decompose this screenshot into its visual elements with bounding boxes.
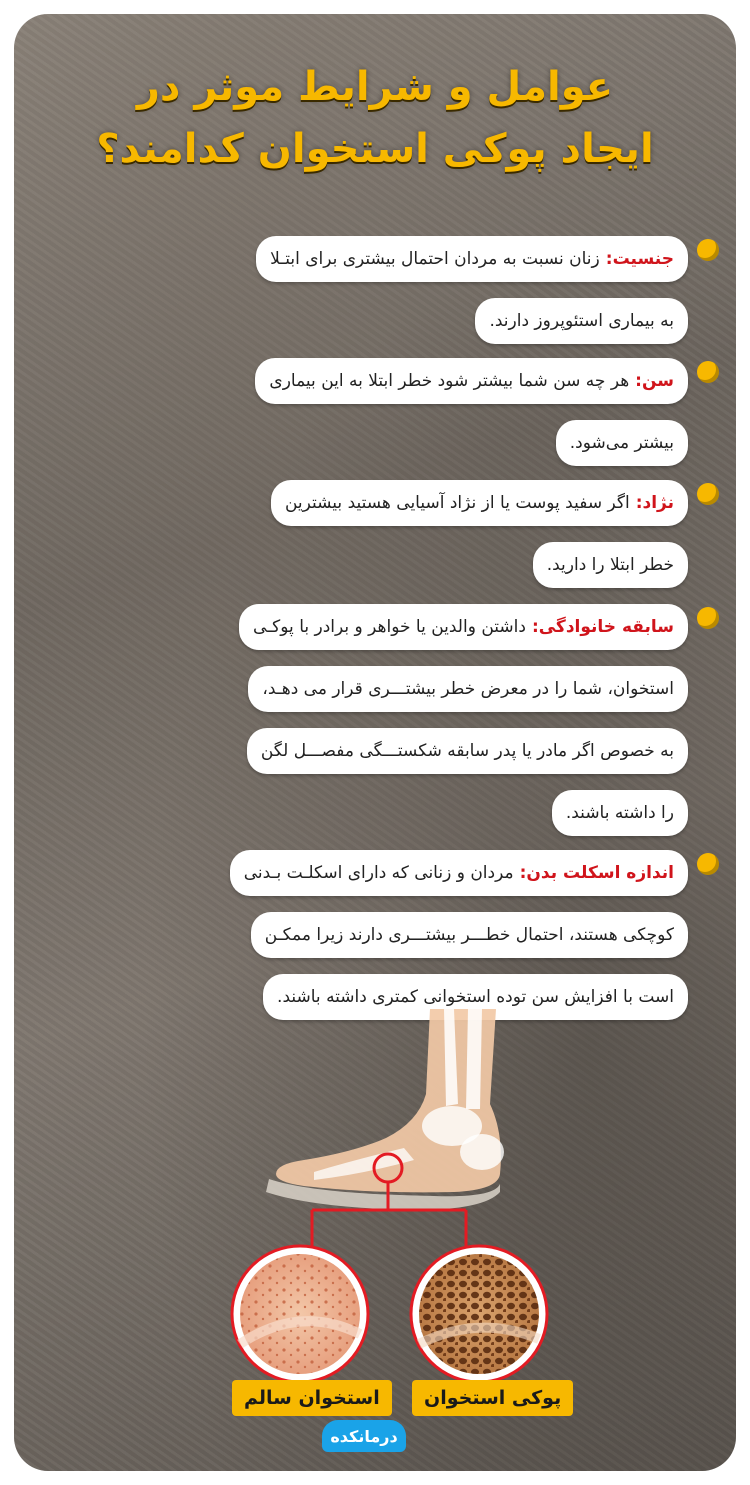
item-family-text-3: به خصوص اگر مادر یا پدر سابقه شکستـــگی مفصـــل لگن (260, 741, 674, 761)
item-race-text-2: خطر ابتلا را دارید. (546, 555, 674, 575)
bullet-icon (697, 483, 719, 505)
item-frame-line-1 (230, 850, 688, 896)
item-gender-line-1 (256, 236, 688, 282)
item-frame-line-2 (251, 912, 688, 958)
item-frame-text-2: کوچکی هستند، احتمال خطـــر بیشتـــری دارند زیرا ممکـن (264, 925, 674, 945)
title-line-2: ایجاد پوکی استخوان کدامند؟ (96, 126, 654, 172)
title-line-1: عوامل و شرایط موثر در (136, 64, 614, 110)
page-title (14, 56, 736, 180)
item-gender-text-2: به بیماری استئوپروز دارند. (489, 311, 674, 331)
item-race-text-1: اگر سفید پوست یا از نژاد آسیایی هستید بیشترین (284, 493, 630, 513)
item-age-label: سن: (635, 371, 674, 391)
item-frame-text-1: مردان و زنانی که دارای اسکلـت بـدنی (243, 863, 514, 883)
bullet-icon (697, 853, 719, 875)
item-gender-line-2 (475, 298, 688, 344)
item-family-label: سابقه خانوادگی: (531, 617, 674, 637)
item-race-line-1 (271, 480, 688, 526)
item-family-line-1 (239, 604, 688, 650)
caption-healthy-bone: استخوان سالم (232, 1380, 392, 1416)
item-frame-text-3: است با افزایش سن توده استخوانی کمتری داشته باشند. (277, 987, 674, 1007)
item-frame-label: اندازه اسکلت بدن: (519, 863, 674, 883)
item-age-line-1 (255, 358, 688, 404)
bullet-icon (697, 361, 719, 383)
item-family-line-4 (552, 790, 688, 836)
item-family-text-2: استخوان، شما را در معرض خطر بیشتـــری قرار می دهـد، (262, 679, 674, 699)
item-family-line-2 (248, 666, 688, 712)
item-gender-text-1: زنان نسبت به مردان احتمال بیشتری برای ابتـلا (270, 249, 600, 269)
item-age-line-2 (556, 420, 688, 466)
item-race-line-2 (533, 542, 688, 588)
bullet-icon (697, 607, 719, 629)
item-age-text-1: هر چه سن شما بیشتر شود خطر ابتلا به این بیماری (269, 371, 630, 391)
caption-osteoporosis: پوکی استخوان (412, 1380, 573, 1416)
item-race-label: نژاد: (635, 493, 674, 513)
item-family-line-3 (247, 728, 688, 774)
infographic-card (14, 14, 736, 1471)
brand-logo: درمانکده (322, 1420, 406, 1452)
item-family-text-4: را داشته باشند. (565, 803, 674, 823)
item-family-text-1: داشتن والدین یا خواهر و برادر با پوکـی (253, 617, 526, 637)
item-gender-label: جنسیت: (605, 249, 674, 269)
item-frame-line-3 (263, 974, 688, 1020)
bullet-icon (697, 239, 719, 261)
item-age-text-2: بیشتر می‌شود. (569, 433, 674, 453)
